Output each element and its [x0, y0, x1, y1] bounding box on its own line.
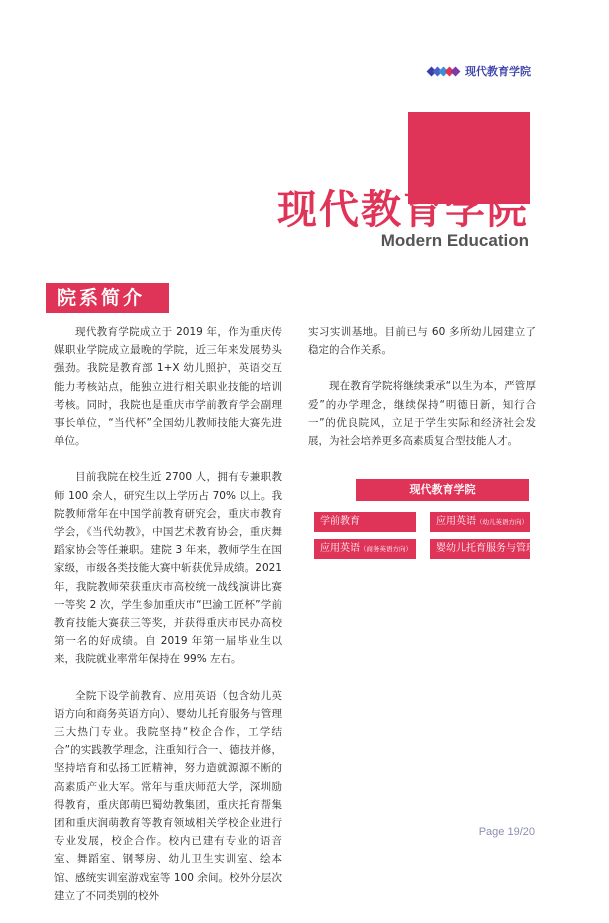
paragraph: 现代教育学院成立于 2019 年，作为重庆传媒职业学院成立最晚的学院，近三年来发展势头强劲。我院是教育部 1+X 幼儿照护，英语交互能力考核站点，能独立进行相关职业技能的培训考核。同时，我院也是重庆市学前教育学会副理事长单位，“当代杯”全国幼儿教师技能大赛先进单位。: [54, 326, 282, 448]
paragraph: 现在教育学院将继续秉承“以生为本，严管厚爱”的办学理念，继续保持“明德日新，知行合一”的优良院风，立足于学生实际和经济社会发展，为社会培养更多高素质复合型技能人才。: [308, 380, 536, 448]
paragraph: 实习实训基地。目前已与 60 多所幼儿园建立了稳定的合作关系。: [308, 326, 536, 357]
program-label: 婴幼儿托育服务与管理: [436, 543, 536, 554]
program-note: （幼儿英语方向）: [476, 518, 528, 526]
page-number: Page 19/20: [478, 826, 535, 838]
program-infant-care: [430, 539, 536, 559]
header-brand-text: 现代教育学院: [465, 65, 531, 78]
program-english-business: [314, 539, 416, 559]
programs-title: 现代教育学院: [356, 479, 529, 501]
header-brand: [429, 63, 531, 79]
program-label: 学前教育: [320, 516, 360, 527]
right-column: [308, 323, 536, 468]
paragraph: 目前我院在校生近 2700 人，拥有专兼职教师 100 余人，研究生以上学历占 70% 以上。我院教师常年在中国学前教育研究会，重庆市教育学会，《当代幼教》，中国艺术教育协会，重庆舞蹈家协会等任兼职。建院 3 年来，教师学生在国家级，市级各类技能大赛中斩获优异成绩。2021 年，我院教师荣获重庆市高校统一战线演讲比赛一等奖 2 次，学生参加重庆市“巴渝工匠杯”学前教育技能大赛获三等奖，并获得重庆市民办高校第一名的好成绩。自 2019 年第一届毕业生以来，我院就业率常年保持在 99% 左右。: [54, 471, 282, 666]
diamond-logo-icon: [429, 68, 459, 75]
program-label: 应用英语: [320, 543, 360, 554]
page-title: 现代教育学院: [277, 187, 529, 233]
section-heading: 院系简介: [46, 283, 169, 313]
left-column: [54, 323, 282, 923]
program-english-children: [430, 512, 530, 532]
program-preschool-education: [314, 512, 416, 532]
page-subtitle: Modern Education: [380, 231, 529, 250]
program-note: （商务英语方向）: [360, 545, 412, 553]
program-label: 应用英语: [436, 516, 476, 527]
paragraph: 全院下设学前教育、应用英语（包含幼儿英语方向和商务英语方向）、婴幼儿托育服务与管理三大热门专业。我院坚持“校企合作，工学结合”的实践教学理念，注重知行合一、德技并修，坚持培育和弘扬工匠精神，努力造就源源不断的高素质产业大军。常年与重庆师范大学，深圳励得教育，重庆郎萌巴蜀幼教集团，重庆托育帮集团和重庆润萌教育等教育领域相关学校企业进行专业发展，校企合作。校内已建有专业的语音室、舞蹈室、钢琴房、幼儿卫生实训室、绘本馆、感统实训室游戏室等 100 余间。校外分层次建立了不同类别的校外: [54, 689, 282, 902]
